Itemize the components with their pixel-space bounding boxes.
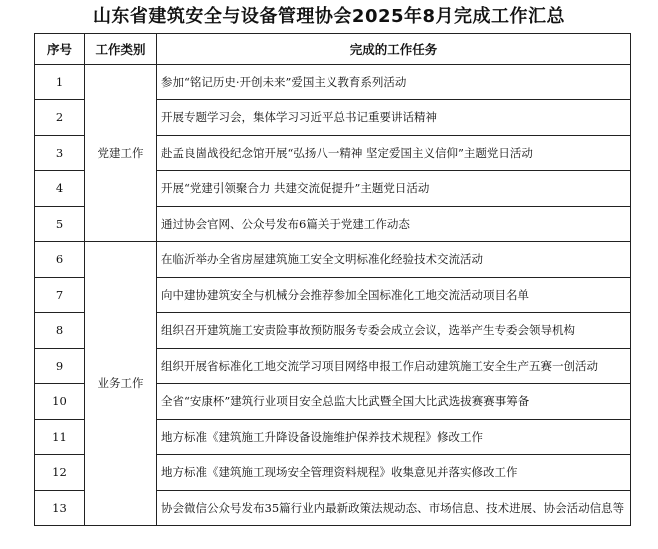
category-business: 业务工作 [85,242,157,526]
row-task: 开展专题学习会，集体学习习近平总书记重要讲话精神 [157,100,631,136]
header-task: 完成的工作任务 [157,34,631,65]
table-row [35,65,631,100]
row-task: 组织开展省标准化工地交流学习项目网络申报工作启动建筑施工安全生产五赛一创活动 [157,349,631,384]
row-number: 4 [35,171,85,207]
row-number: 2 [35,100,85,136]
row-task: 在临沂举办全省房屋建筑施工安全文明标准化经验技术交流活动 [157,242,631,278]
row-number: 5 [35,207,85,242]
table-header-row [35,34,631,65]
row-number: 1 [35,65,85,100]
header-seq: 序号 [35,34,85,65]
row-task: 组织召开建筑施工安责险事故预防服务专委会成立会议，选举产生专委会领导机构 [157,313,631,349]
row-number: 9 [35,349,85,384]
row-number: 11 [35,420,85,455]
row-number: 3 [35,136,85,171]
row-number: 6 [35,242,85,278]
row-number: 7 [35,278,85,313]
table-row [35,242,631,278]
row-task: 全省“安康杯”建筑行业项目安全总监大比武暨全国大比武选拔赛赛事筹备 [157,384,631,420]
row-task: 地方标准《建筑施工现场安全管理资料规程》收集意见并落实修改工作 [157,455,631,491]
row-task: 赴孟良崮战役纪念馆开展“弘扬八一精神 坚定爱国主义信仰”主题党日活动 [157,136,631,171]
row-task: 协会微信公众号发布35篇行业内最新政策法规动态、市场信息、技术进展、协会活动信息等 [157,491,631,526]
row-number: 10 [35,384,85,420]
header-category: 工作类别 [85,34,157,65]
row-task: 开展“党建引领聚合力 共建交流促提升”主题党日活动 [157,171,631,207]
row-number: 8 [35,313,85,349]
row-task: 地方标准《建筑施工升降设备设施维护保养技术规程》修改工作 [157,420,631,455]
row-number: 12 [35,455,85,491]
row-task: 通过协会官网、公众号发布6篇关于党建工作动态 [157,207,631,242]
category-party: 党建工作 [85,65,157,242]
row-task: 向中建协建筑安全与机械分会推荐参加全国标准化工地交流活动项目名单 [157,278,631,313]
document-title: 山东省建筑安全与设备管理协会2025年8月完成工作汇总 [92,6,566,27]
work-summary-table [34,33,631,526]
row-number: 13 [35,491,85,526]
row-task: 参加“铭记历史·开创未来”爱国主义教育系列活动 [157,65,631,100]
